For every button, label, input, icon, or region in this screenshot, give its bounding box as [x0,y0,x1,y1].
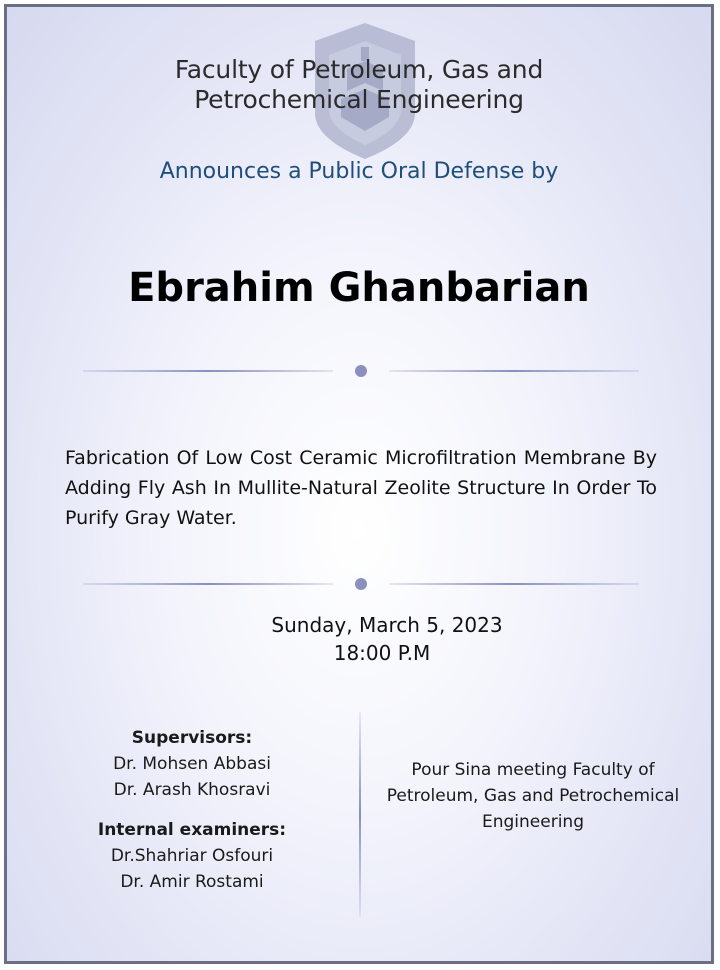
defense-time: 18:00 P.M [333,641,431,665]
supervisor-name: Dr. Mohsen Abbasi [113,754,271,774]
divider-line-right [389,370,639,372]
divider-line-left [83,370,333,372]
divider-dot [355,365,367,377]
divider-line-left [83,583,333,585]
divider-top [83,365,639,377]
examiner-name: Dr. Amir Rostami [120,872,264,892]
venue-line2: Petroleum, Gas and Petrochemical [386,786,680,806]
column-separator [359,712,361,917]
defense-date: Sunday, March 5, 2023 [271,613,503,637]
venue-line1: Pour Sina meeting Faculty of [411,760,655,780]
faculty-title [7,55,711,115]
thesis-title: Fabrication Of Low Cost Ceramic Microfiltration Membrane By Adding Fly Ash In Mullite-Natural Zeolite Structure In Order To Purify Gray Water. [65,447,657,529]
divider-line-right [389,583,639,585]
examiners-heading: Internal examiners: [97,820,287,840]
committee-column [67,725,317,895]
venue-line3: Engineering [482,812,584,832]
supervisors-heading: Supervisors: [131,728,253,748]
venue-block [377,757,689,835]
announcement-poster [4,4,714,964]
divider-dot [355,578,367,590]
divider-bottom [83,578,639,590]
examiner-name: Dr.Shahriar Osfouri [110,846,274,866]
faculty-title-line2: Petrochemical Engineering [194,85,524,114]
announcement-subtitle: Announces a Public Oral Defense by [159,159,559,184]
supervisor-name: Dr. Arash Khosravi [113,780,271,800]
candidate-name: Ebrahim Ghanbarian [128,265,590,311]
faculty-title-line1: Faculty of Petroleum, Gas and [174,55,544,84]
